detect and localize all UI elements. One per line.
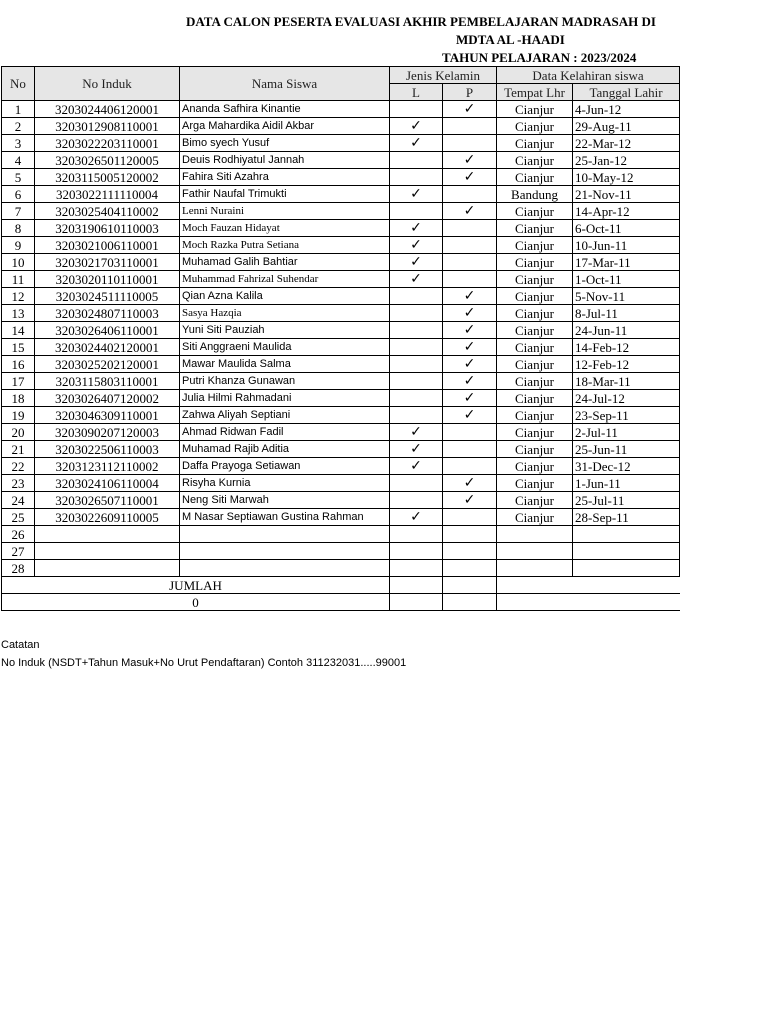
cell-nama: Fathir Naufal Trimukti <box>180 186 390 203</box>
table-row <box>2 458 680 475</box>
table-row <box>2 475 680 492</box>
cell-no: 11 <box>2 271 35 288</box>
jumlah-l-cell <box>390 577 443 594</box>
academic-year: TAHUN PELAJARAN : 2023/2024 <box>442 50 637 65</box>
cell-p-check: ✓ <box>443 169 497 186</box>
cell-tempat: Cianjur <box>497 373 573 390</box>
cell-tanggal: 1-Jun-11 <box>573 475 680 492</box>
document-title: DATA CALON PESERTA EVALUASI AKHIR PEMBELAJARAN MADRASAH DI <box>186 14 656 29</box>
cell-no-induk: 3203024106110004 <box>35 475 180 492</box>
cell-p-check <box>443 237 497 254</box>
cell-l-check <box>390 407 443 424</box>
cell-tempat <box>497 560 573 577</box>
table-row <box>2 169 680 186</box>
table-row <box>2 305 680 322</box>
cell-nama: Fahira Siti Azahra <box>180 169 390 186</box>
cell-tanggal: 12-Feb-12 <box>573 356 680 373</box>
cell-p-check <box>443 543 497 560</box>
table-row <box>2 135 680 152</box>
cell-p-check <box>443 441 497 458</box>
cell-no: 3 <box>2 135 35 152</box>
cell-tempat: Cianjur <box>497 203 573 220</box>
cell-tanggal <box>573 526 680 543</box>
cell-nama <box>180 526 390 543</box>
cell-no-induk: 3203026501120005 <box>35 152 180 169</box>
cell-p-check: ✓ <box>443 492 497 509</box>
cell-p-check: ✓ <box>443 339 497 356</box>
cell-no: 25 <box>2 509 35 526</box>
table-row <box>2 560 680 577</box>
school-name: MDTA AL -HAADI <box>456 32 565 47</box>
cell-nama: Bimo syech Yusuf <box>180 135 390 152</box>
table-row <box>2 492 680 509</box>
cell-l-check <box>390 152 443 169</box>
cell-l-check <box>390 203 443 220</box>
cell-no-induk: 3203022609110005 <box>35 509 180 526</box>
cell-l-check: ✓ <box>390 237 443 254</box>
cell-tempat: Cianjur <box>497 509 573 526</box>
cell-no: 2 <box>2 118 35 135</box>
cell-tempat: Cianjur <box>497 441 573 458</box>
cell-tempat <box>497 543 573 560</box>
cell-nama: Muhamad Galih Bahtiar <box>180 254 390 271</box>
cell-tempat: Cianjur <box>497 390 573 407</box>
cell-no-induk <box>35 543 180 560</box>
cell-tanggal: 24-Jul-12 <box>573 390 680 407</box>
cell-l-check <box>390 288 443 305</box>
col-header-l: L <box>390 84 443 101</box>
cell-tempat: Cianjur <box>497 271 573 288</box>
cell-no: 6 <box>2 186 35 203</box>
cell-p-check: ✓ <box>443 407 497 424</box>
table-row <box>2 203 680 220</box>
cell-no-induk: 3203025202120001 <box>35 356 180 373</box>
cell-tempat: Cianjur <box>497 152 573 169</box>
cell-tanggal: 25-Jul-11 <box>573 492 680 509</box>
cell-l-check <box>390 543 443 560</box>
cell-tempat <box>497 526 573 543</box>
cell-tanggal: 17-Mar-11 <box>573 254 680 271</box>
table-row <box>2 101 680 118</box>
cell-l-check: ✓ <box>390 271 443 288</box>
cell-nama <box>180 560 390 577</box>
table-row <box>2 118 680 135</box>
cell-tempat: Cianjur <box>497 339 573 356</box>
table-row <box>2 509 680 526</box>
cell-p-check <box>443 509 497 526</box>
cell-nama: Lenni Nuraini <box>180 203 390 220</box>
cell-p-check <box>443 186 497 203</box>
cell-tempat: Cianjur <box>497 424 573 441</box>
total-l-cell <box>390 594 443 611</box>
cell-no-induk: 3203123112110002 <box>35 458 180 475</box>
cell-no-induk: 3203024402120001 <box>35 339 180 356</box>
table-row <box>2 407 680 424</box>
cell-tanggal: 1-Oct-11 <box>573 271 680 288</box>
total-kelahiran-cell <box>497 594 680 611</box>
table-row <box>2 390 680 407</box>
col-header-nama: Nama Siswa <box>180 67 390 101</box>
jumlah-label: JUMLAH <box>2 577 390 594</box>
cell-l-check <box>390 390 443 407</box>
cell-tanggal <box>573 560 680 577</box>
cell-no-induk: 3203025404110002 <box>35 203 180 220</box>
cell-nama: M Nasar Septiawan Gustina Rahman <box>180 509 390 526</box>
cell-no: 23 <box>2 475 35 492</box>
table-row <box>2 526 680 543</box>
col-header-tanggal: Tanggal Lahir <box>573 84 680 101</box>
cell-tanggal: 8-Jul-11 <box>573 305 680 322</box>
cell-tanggal: 14-Apr-12 <box>573 203 680 220</box>
cell-no: 13 <box>2 305 35 322</box>
col-header-no: No <box>2 67 35 101</box>
cell-no-induk: 3203046309110001 <box>35 407 180 424</box>
table-row <box>2 220 680 237</box>
cell-p-check: ✓ <box>443 322 497 339</box>
cell-tempat: Cianjur <box>497 322 573 339</box>
table-row <box>2 543 680 560</box>
jumlah-p-cell <box>443 577 497 594</box>
cell-p-check: ✓ <box>443 390 497 407</box>
table-row <box>2 356 680 373</box>
cell-l-check <box>390 373 443 390</box>
cell-tempat: Cianjur <box>497 237 573 254</box>
col-header-p: P <box>443 84 497 101</box>
cell-p-check <box>443 118 497 135</box>
cell-l-check <box>390 492 443 509</box>
table-body <box>2 101 680 577</box>
cell-no: 24 <box>2 492 35 509</box>
cell-tanggal: 24-Jun-11 <box>573 322 680 339</box>
cell-nama: Muhamad Rajib Aditia <box>180 441 390 458</box>
cell-l-check <box>390 169 443 186</box>
cell-p-check <box>443 526 497 543</box>
cell-nama: Risyha Kurnia <box>180 475 390 492</box>
cell-tempat: Cianjur <box>497 101 573 118</box>
table-footer <box>2 577 680 611</box>
table-row <box>2 186 680 203</box>
cell-l-check <box>390 475 443 492</box>
cell-l-check <box>390 101 443 118</box>
cell-tanggal: 2-Jul-11 <box>573 424 680 441</box>
cell-tanggal: 18-Mar-11 <box>573 373 680 390</box>
cell-l-check: ✓ <box>390 186 443 203</box>
cell-tanggal: 31-Dec-12 <box>573 458 680 475</box>
cell-no-induk: 3203022111110004 <box>35 186 180 203</box>
cell-nama: Deuis Rodhiyatul Jannah <box>180 152 390 169</box>
cell-tanggal: 14-Feb-12 <box>573 339 680 356</box>
cell-no: 21 <box>2 441 35 458</box>
student-table <box>1 66 680 611</box>
cell-tempat: Cianjur <box>497 169 573 186</box>
cell-tempat: Cianjur <box>497 305 573 322</box>
cell-tanggal: 28-Sep-11 <box>573 509 680 526</box>
cell-l-check <box>390 560 443 577</box>
cell-tempat: Cianjur <box>497 356 573 373</box>
cell-l-check <box>390 339 443 356</box>
cell-no-induk: 3203024807110003 <box>35 305 180 322</box>
cell-nama: Moch Fauzan Hidayat <box>180 220 390 237</box>
cell-no-induk: 3203020110110001 <box>35 271 180 288</box>
total-p-cell <box>443 594 497 611</box>
cell-tanggal: 23-Sep-11 <box>573 407 680 424</box>
cell-tanggal: 25-Jan-12 <box>573 152 680 169</box>
cell-tanggal: 10-May-12 <box>573 169 680 186</box>
cell-tempat: Cianjur <box>497 492 573 509</box>
cell-no: 18 <box>2 390 35 407</box>
cell-nama: Siti Anggraeni Maulida <box>180 339 390 356</box>
notes-label: Catatan <box>1 639 40 651</box>
cell-no-induk <box>35 560 180 577</box>
cell-p-check: ✓ <box>443 356 497 373</box>
cell-tempat: Cianjur <box>497 220 573 237</box>
cell-no: 19 <box>2 407 35 424</box>
cell-no-induk: 3203022203110001 <box>35 135 180 152</box>
cell-no-induk: 3203012908110001 <box>35 118 180 135</box>
cell-no-induk: 3203190610110003 <box>35 220 180 237</box>
table-row <box>2 271 680 288</box>
cell-nama: Arga Mahardika Aidil Akbar <box>180 118 390 135</box>
cell-l-check: ✓ <box>390 441 443 458</box>
cell-l-check: ✓ <box>390 135 443 152</box>
cell-no-induk: 3203024406120001 <box>35 101 180 118</box>
cell-nama: Qian Azna Kalila <box>180 288 390 305</box>
cell-nama: Mawar Maulida Salma <box>180 356 390 373</box>
cell-no: 26 <box>2 526 35 543</box>
cell-tanggal: 29-Aug-11 <box>573 118 680 135</box>
cell-tempat: Cianjur <box>497 407 573 424</box>
cell-l-check: ✓ <box>390 509 443 526</box>
cell-no: 28 <box>2 560 35 577</box>
cell-no: 17 <box>2 373 35 390</box>
cell-tempat: Cianjur <box>497 288 573 305</box>
cell-tempat: Bandung <box>497 186 573 203</box>
cell-no: 22 <box>2 458 35 475</box>
cell-tanggal: 6-Oct-11 <box>573 220 680 237</box>
jumlah-kelahiran-cell <box>497 577 680 594</box>
cell-no: 15 <box>2 339 35 356</box>
cell-nama: Moch Razka Putra Setiana <box>180 237 390 254</box>
cell-no-induk: 3203026407120002 <box>35 390 180 407</box>
cell-p-check <box>443 560 497 577</box>
cell-l-check <box>390 526 443 543</box>
cell-l-check: ✓ <box>390 254 443 271</box>
col-header-tempat: Tempat Lhr <box>497 84 573 101</box>
cell-no: 12 <box>2 288 35 305</box>
table-row <box>2 441 680 458</box>
cell-p-check: ✓ <box>443 152 497 169</box>
cell-nama: Daffa Prayoga Setiawan <box>180 458 390 475</box>
col-header-data-kelahiran: Data Kelahiran siswa <box>497 67 680 84</box>
cell-l-check: ✓ <box>390 458 443 475</box>
cell-no-induk <box>35 526 180 543</box>
table-header <box>2 67 680 101</box>
cell-p-check <box>443 458 497 475</box>
cell-l-check: ✓ <box>390 220 443 237</box>
cell-p-check: ✓ <box>443 475 497 492</box>
cell-tanggal: 22-Mar-12 <box>573 135 680 152</box>
cell-no: 4 <box>2 152 35 169</box>
cell-no: 14 <box>2 322 35 339</box>
cell-tempat: Cianjur <box>497 458 573 475</box>
cell-nama: Ahmad Ridwan Fadil <box>180 424 390 441</box>
cell-nama: Muhammad Fahrizal Suhendar <box>180 271 390 288</box>
cell-nama: Julia Hilmi Rahmadani <box>180 390 390 407</box>
table-row <box>2 288 680 305</box>
cell-tanggal: 4-Jun-12 <box>573 101 680 118</box>
cell-p-check <box>443 271 497 288</box>
cell-no-induk: 3203090207120003 <box>35 424 180 441</box>
table-row <box>2 152 680 169</box>
cell-no: 16 <box>2 356 35 373</box>
cell-p-check: ✓ <box>443 203 497 220</box>
cell-tanggal: 5-Nov-11 <box>573 288 680 305</box>
cell-l-check <box>390 305 443 322</box>
table-row <box>2 424 680 441</box>
cell-no: 5 <box>2 169 35 186</box>
cell-l-check <box>390 356 443 373</box>
cell-nama <box>180 543 390 560</box>
cell-no-induk: 3203022506110003 <box>35 441 180 458</box>
cell-no: 9 <box>2 237 35 254</box>
cell-nama: Zahwa Aliyah Septiani <box>180 407 390 424</box>
cell-no-induk: 3203026406110001 <box>35 322 180 339</box>
col-header-jenis-kelamin: Jenis Kelamin <box>390 67 497 84</box>
cell-tempat: Cianjur <box>497 475 573 492</box>
cell-nama: Sasya Hazqia <box>180 305 390 322</box>
cell-no: 1 <box>2 101 35 118</box>
cell-tanggal <box>573 543 680 560</box>
cell-p-check <box>443 135 497 152</box>
cell-no-induk: 3203021006110001 <box>35 237 180 254</box>
col-header-no-induk: No Induk <box>35 67 180 101</box>
table-row <box>2 373 680 390</box>
cell-no: 10 <box>2 254 35 271</box>
cell-p-check: ✓ <box>443 305 497 322</box>
cell-tempat: Cianjur <box>497 135 573 152</box>
cell-tanggal: 10-Jun-11 <box>573 237 680 254</box>
cell-no: 27 <box>2 543 35 560</box>
cell-no: 7 <box>2 203 35 220</box>
cell-no-induk: 3203115803110001 <box>35 373 180 390</box>
cell-tempat: Cianjur <box>497 118 573 135</box>
cell-nama: Neng Siti Marwah <box>180 492 390 509</box>
cell-no-induk: 3203024511110005 <box>35 288 180 305</box>
cell-p-check: ✓ <box>443 101 497 118</box>
cell-p-check: ✓ <box>443 373 497 390</box>
table-row <box>2 237 680 254</box>
jumlah-value: 0 <box>2 594 390 611</box>
cell-l-check: ✓ <box>390 424 443 441</box>
notes-no-induk-info: No Induk (NSDT+Tahun Masuk+No Urut Pendaftaran) Contoh 311232031.....99001 <box>1 657 407 669</box>
table-row <box>2 254 680 271</box>
cell-no-induk: 3203115005120002 <box>35 169 180 186</box>
cell-tempat: Cianjur <box>497 254 573 271</box>
cell-nama: Ananda Safhira Kinantie <box>180 101 390 118</box>
cell-no-induk: 3203021703110001 <box>35 254 180 271</box>
cell-p-check <box>443 424 497 441</box>
cell-nama: Putri Khanza Gunawan <box>180 373 390 390</box>
table-row <box>2 339 680 356</box>
cell-l-check <box>390 322 443 339</box>
cell-p-check: ✓ <box>443 288 497 305</box>
cell-no: 8 <box>2 220 35 237</box>
cell-l-check: ✓ <box>390 118 443 135</box>
table-row <box>2 322 680 339</box>
cell-p-check <box>443 254 497 271</box>
cell-no: 20 <box>2 424 35 441</box>
cell-p-check <box>443 220 497 237</box>
cell-nama: Yuni Siti Pauziah <box>180 322 390 339</box>
cell-no-induk: 3203026507110001 <box>35 492 180 509</box>
cell-tanggal: 21-Nov-11 <box>573 186 680 203</box>
cell-tanggal: 25-Jun-11 <box>573 441 680 458</box>
